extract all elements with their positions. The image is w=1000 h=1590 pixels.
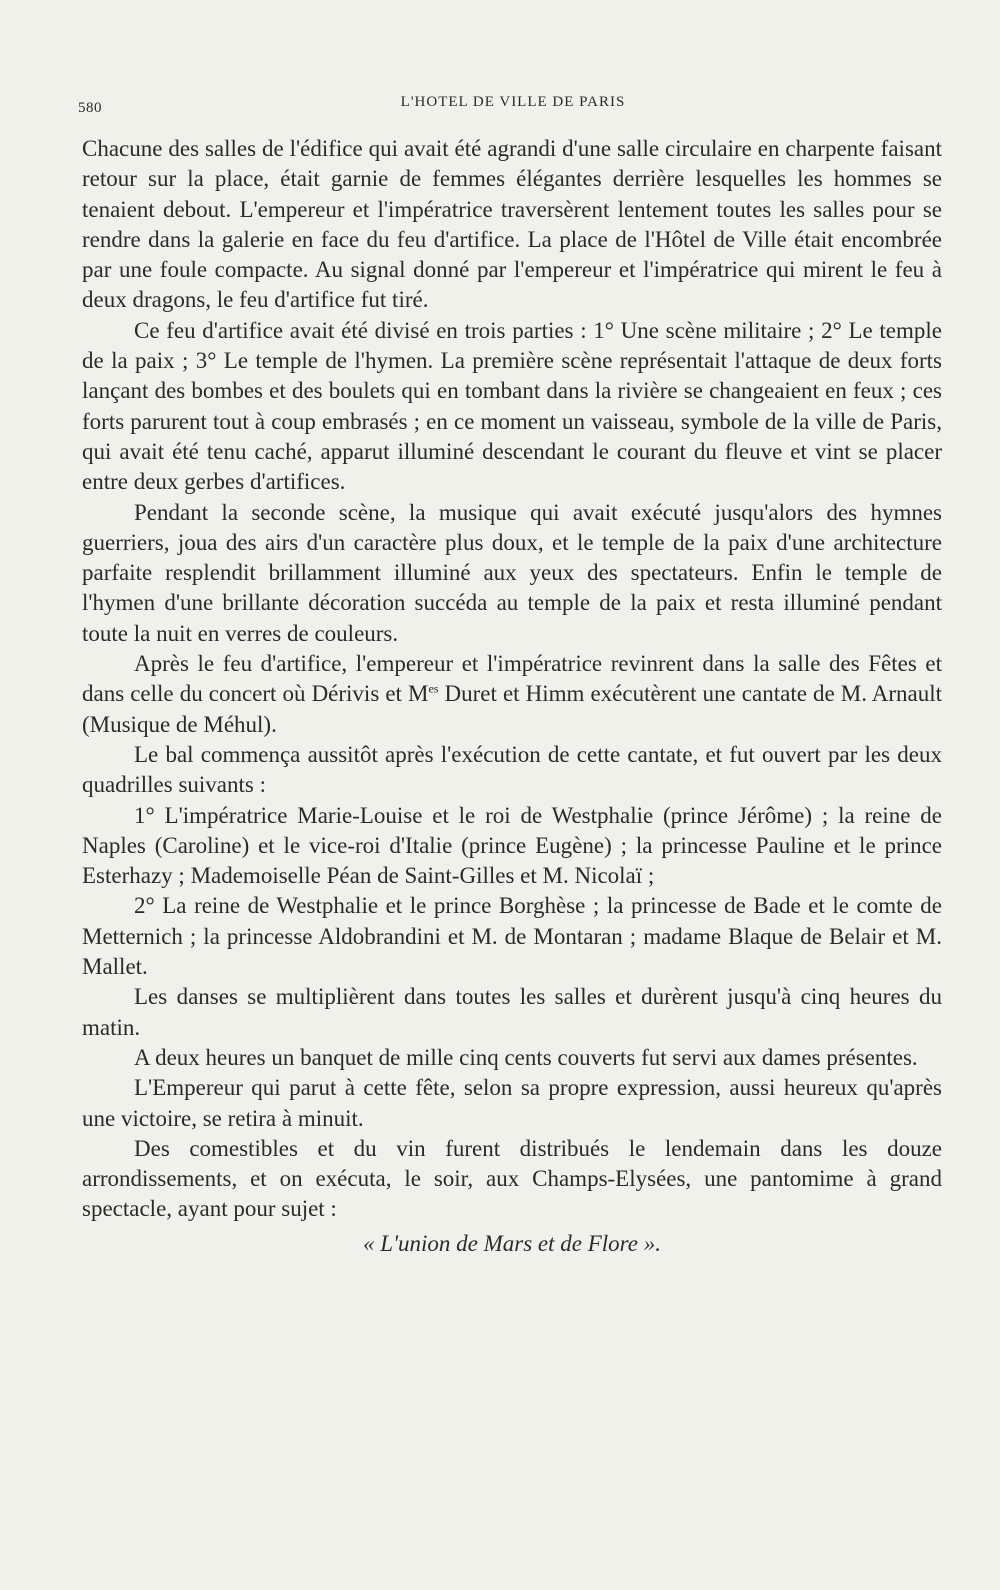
paragraph-6: 1° L'impératrice Marie-Louise et le roi de Westphalie (prince Jérôme) ; la reine de Naples (Caroline) et le vice-roi d'Italie (prince Eugène) ; la princesse Pauline et le prince Esterhazy ; Mademoiselle Péan de Saint-Gilles et M. Nicolaï ; [82,802,942,889]
paragraph-9: A deux heures un banquet de mille cinq cents couverts fut servi aux dames présentes. [134,1044,918,1070]
paragraph-8: Les danses se multiplièrent dans toutes les salles et durèrent jusqu'à cinq heures du matin. [82,984,942,1040]
paragraph-5: Le bal commença aussitôt après l'exécution de cette cantate, et fut ouvert par les deux quadrilles suivants : [82,741,942,798]
paragraph-11: Des comestibles et du vin furent distribués le lendemain dans les douze arrondissements, et on exécuta, le soir, aux Champs-Elysées, une pantomime à grand spectacle, ayant pour sujet : [82,1135,942,1222]
paragraph-1: Chacune des salles de l'édifice qui avait été agrandi d'une salle circulaire en charpente faisant retour sur la place, était garnie de femmes élégantes derrière lesquelles les hommes se tenaient debout. L'empereur et l'impératrice traversèrent lentement toutes les salles pour se rendre dans la galerie en face du feu d'artifice. La place de l'Hôtel de Ville était encombrée par une foule compacte. Au signal donné par l'empereur et l'impératrice qui mirent le feu à deux dragons, le feu d'artifice fut tiré. [82,136,942,313]
paragraph-4-text-after: Duret et Himm exécutèrent une cantate de M. Arnault (Musique de Méhul). [82,681,943,737]
closing-title: « L'union de Mars et de Flore ». [363,1230,661,1256]
paragraph-4-text-before: Après le feu d'artifice, l'empereur et l'impératrice revinrent dans la salle des Fêtes et dans celle du concert où Dérivis et M [82,651,942,707]
paragraph-4 [82,649,942,740]
paragraph-10: L'Empereur qui parut à cette fête, selon sa propre expression, aussi heureux qu'après une victoire, se retira à minuit. [82,1075,942,1131]
paragraph-4-superscript: es [428,681,439,696]
paragraph-7: 2° La reine de Westphalie et le prince Borghèse ; la princesse de Bade et le comte de Metternich ; la princesse Aldobrandini et M. de Montaran ; madame Blaque de Belair et M. Mallet. [82,893,942,980]
paragraph-2: Ce feu d'artifice avait été divisé en trois parties : 1° Une scène militaire ; 2° Le temple de la paix ; 3° Le temple de l'hymen. La première scène représentait l'attaque de deux forts lançant des bombes et des boulets qui en tombant dans la rivière se changeaient en feux ; ces forts parurent tout à coup embrasés ; en ce moment un vaisseau, symbole de la ville de Paris, qui avait été tenu caché, apparut illuminé descendant le courant du fleuve et vint se placer entre deux gerbes d'artifices. [82,317,942,495]
page-number: 580 [78,100,102,116]
body-text [82,134,942,1259]
running-title: L'HOTEL DE VILLE DE PARIS [400,94,626,110]
page-header [78,94,948,118]
paragraph-3: Pendant la seconde scène, la musique qui avait exécuté jusqu'alors des hymnes guerriers, joua des airs d'un caractère plus doux, et le temple de la paix d'une architecture parfaite resplendit brillamment illuminé aux yeux des spectateurs. Enfin le temple de l'hymen d'une brillante décoration succéda au temple de la paix et resta illuminé pendant toute la nuit en verres de couleurs. [82,499,942,646]
